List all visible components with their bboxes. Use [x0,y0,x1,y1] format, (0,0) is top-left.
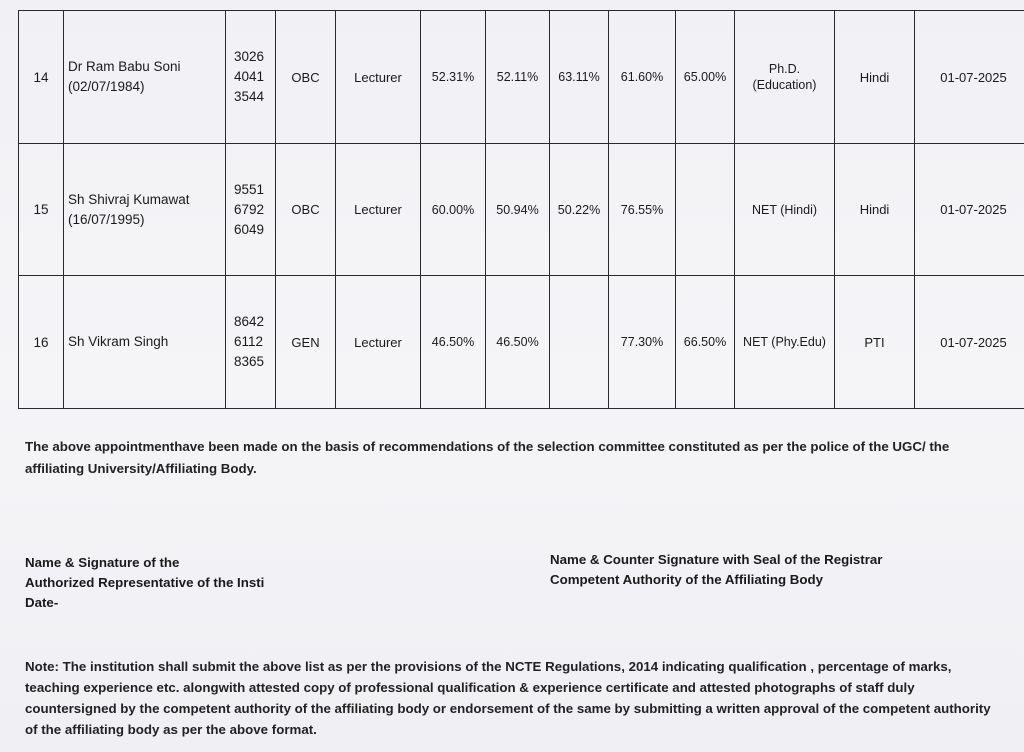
percentage-5: 66.50% [676,276,735,409]
qualification: NET (Hindi) [735,144,835,276]
category: GEN [276,276,336,409]
serial-number: 14 [19,11,64,144]
percentage-1: 46.50% [421,276,486,409]
percentage-2: 52.11% [486,11,550,144]
serial-number: 15 [19,144,64,276]
joining-date: 01-07-2025 [915,11,1024,144]
qualification: Ph.D. (Education) [735,11,835,144]
percentage-4: 61.60% [609,11,676,144]
designation: Lecturer [336,276,421,409]
signature-block-institution: Name & Signature of the Authorized Representative of the Insti Date- [25,555,265,610]
category: OBC [276,11,336,144]
table-row [19,276,1024,409]
appointment-statement: The above appointmenthave been made on the basis of recommendations of the selection committee constituted as per the police of the UGC/ the affiliating University/Affiliating Body. [25,439,950,476]
signature-block-registrar: Name & Counter Signature with Seal of the Registrar Competent Authority of the Affiliating Body [550,552,883,587]
designation: Lecturer [336,144,421,276]
staff-name: Sh Shivraj Kumawat (16/07/1995) [64,144,226,276]
percentage-4: 76.55% [609,144,676,276]
percentage-3: 50.22% [550,144,609,276]
note-text: Note: The institution shall submit the above list as per the provisions of the NCTE Regulations, 2014 indicating qualification , percentage of marks, teaching experience etc. alongwith attested copy of professional qualification & experience certificate and attested photographs of staff duly countersigned by the competent authority of the affiliating body or endorsement of the same by submitting a written approval of the competent authority of the affiliating body as per the above format. [25,659,991,737]
percentage-2: 50.94% [486,144,550,276]
table-row [19,144,1024,276]
joining-date: 01-07-2025 [915,276,1024,409]
designation: Lecturer [336,11,421,144]
percentage-4: 77.30% [609,276,676,409]
serial-number: 16 [19,276,64,409]
percentage-5 [676,144,735,276]
category: OBC [276,144,336,276]
percentage-5: 65.00% [676,11,735,144]
staff-phone: 9551 6792 6049 [226,144,276,276]
staff-name: Dr Ram Babu Soni (02/07/1984) [64,11,226,144]
percentage-2: 46.50% [486,276,550,409]
table-row [19,11,1024,144]
qualification: NET (Phy.Edu) [735,276,835,409]
percentage-3: 63.11% [550,11,609,144]
percentage-1: 52.31% [421,11,486,144]
subject: PTI [835,276,915,409]
staff-table [18,10,1024,409]
staff-name: Sh Vikram Singh [64,276,226,409]
staff-phone: 8642 6112 8365 [226,276,276,409]
subject: Hindi [835,144,915,276]
subject: Hindi [835,11,915,144]
joining-date: 01-07-2025 [915,144,1024,276]
percentage-1: 60.00% [421,144,486,276]
staff-phone: 3026 4041 3544 [226,11,276,144]
percentage-3 [550,276,609,409]
